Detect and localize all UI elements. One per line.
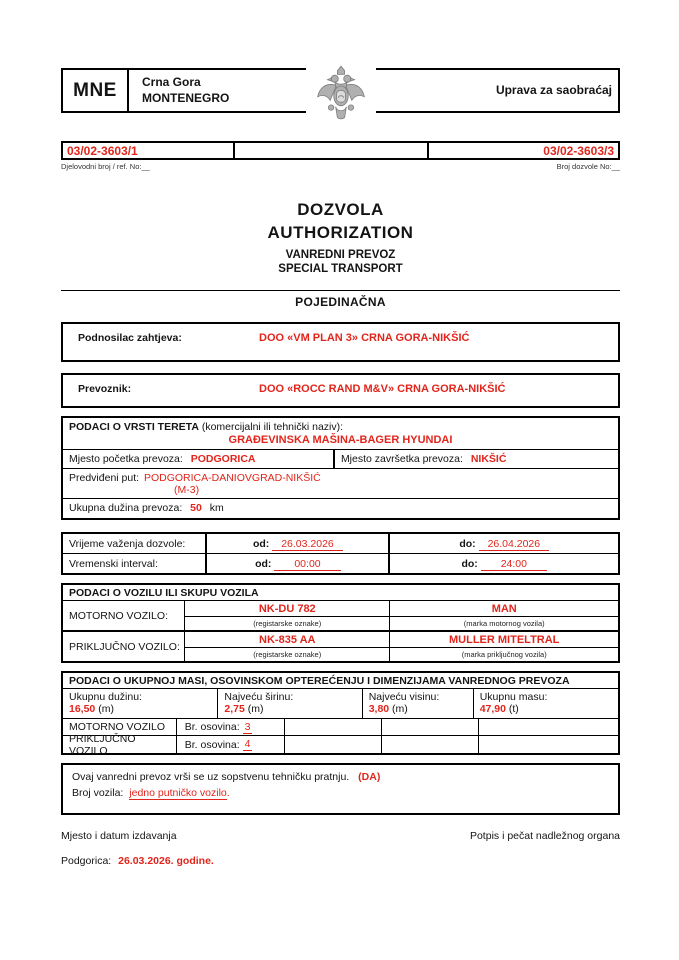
distance-value: 50 <box>190 502 202 514</box>
issue-place: Podgorica: <box>61 855 112 867</box>
carrier-label: Prevoznik: <box>78 383 132 395</box>
route-value-line2: (M-3) <box>174 484 200 496</box>
empty-cell <box>382 719 479 735</box>
reference-number-table <box>61 141 620 160</box>
transport-end <box>335 450 618 468</box>
max-height-cell <box>363 689 474 718</box>
trailer-vehicle-label: PRIKLJUČNO VOZILO: <box>63 632 185 661</box>
motor-axles-value: 3 <box>244 720 251 733</box>
applicant-section <box>61 322 620 362</box>
width-value: 2,75 <box>224 703 245 715</box>
permit-number-label: Broj dozvole No:__ <box>556 162 620 171</box>
motor-plate: NK-DU 782 <box>185 601 389 617</box>
cargo-places-row <box>63 450 618 469</box>
motor-plate-cell <box>185 601 390 630</box>
escort-count-label: Broj vozila: <box>72 786 124 799</box>
distance-unit: km <box>209 502 224 514</box>
height-label: Najveću visinu: <box>368 691 440 703</box>
motor-vehicle-row <box>63 601 618 632</box>
trailer-plate-cell <box>185 632 390 661</box>
document-header <box>61 68 620 113</box>
montenegro-coat-of-arms-icon <box>306 64 376 126</box>
from-label-2: od: <box>255 558 272 570</box>
footer-labels <box>61 830 620 842</box>
country-name-en: MONTENEGRO <box>142 90 230 105</box>
length-value: 16,50 <box>69 703 96 715</box>
subtitle-local: VANREDNI PREVOZ <box>285 249 396 261</box>
cargo-title-row <box>63 418 618 434</box>
permit-number: 03/02-3603/3 <box>543 143 614 158</box>
vehicle-section-title: PODACI O VOZILU ILI SKUPU VOZILA <box>63 585 618 601</box>
mass-value: 47,90 <box>479 703 506 715</box>
separator-line <box>61 290 620 291</box>
total-mass-cell <box>474 689 618 718</box>
motor-row-label: MOTORNO VOZILO <box>63 719 177 735</box>
trailer-row-label: PRIKLJUČNO VOZILO <box>63 736 177 753</box>
route-label: Predviđeni put: <box>69 472 140 484</box>
transport-start <box>63 450 335 468</box>
document-content <box>61 68 620 867</box>
trailer-brand-caption: (marka priključnog vozila) <box>461 650 547 659</box>
cargo-section-title: PODACI O VRSTI TERETA <box>69 421 199 433</box>
validity-period-row <box>63 534 618 554</box>
end-label: Mjesto završetka prevoza: <box>340 453 463 465</box>
trailer-brand: MULLER MITELTRAL <box>390 632 618 648</box>
axles-label: Br. osovina: <box>184 721 240 733</box>
trailer-axles-row <box>63 732 618 757</box>
applicant-label: Podnosilac zahtjeva: <box>78 332 182 344</box>
end-value: NIKŠIĆ <box>470 453 507 465</box>
vehicle-section <box>61 583 620 663</box>
carrier-section <box>61 373 620 408</box>
trailer-plate: NK-835 AA <box>185 632 389 648</box>
escort-count-period: . <box>226 786 230 799</box>
route-row <box>63 469 618 499</box>
mass-unit: (t) <box>505 703 519 715</box>
mass-label: Ukupnu masu: <box>479 691 548 703</box>
date-from: 26.03.2026 <box>272 538 343 551</box>
applicant-value: DOO «VM PLAN 3» CRNA GORA-NIKŠIĆ <box>259 332 470 344</box>
distance-row <box>63 499 618 518</box>
to-label-2: do: <box>461 558 478 570</box>
trailer-plate-caption: (registarske oznake) <box>253 650 322 659</box>
title-local: DOZVOLA <box>297 200 384 219</box>
start-value: PODGORICA <box>190 453 256 465</box>
escort-statement-value: (DA) <box>358 771 381 783</box>
ref-middle-cell <box>235 143 429 158</box>
height-value: 3,80 <box>368 703 390 715</box>
motor-brand-cell <box>390 601 618 630</box>
validity-period-label: Vrijeme važenja dozvole: <box>63 534 207 553</box>
motor-vehicle-label: MOTORNO VOZILO: <box>63 601 185 630</box>
authority-name: Uprava za saobraćaj <box>495 83 612 97</box>
country-name-local: Crna Gora <box>142 75 201 89</box>
max-width-cell <box>218 689 362 718</box>
country-code: MNE <box>63 70 129 111</box>
distance-label: Ukupna dužina prevoza: <box>69 502 183 514</box>
ref-number: 03/02-3603/1 <box>63 143 235 158</box>
motor-plate-caption: (registarske oznake) <box>253 619 322 628</box>
motor-axles-cell <box>177 719 285 735</box>
validity-from-cell <box>207 534 390 553</box>
axles-label-2: Br. osovina: <box>184 738 240 751</box>
motor-brand-caption: (marka motornog vozila) <box>463 619 545 628</box>
issue-place-label: Mjesto i datum izdavanja <box>61 830 177 842</box>
width-unit: (m) <box>244 703 264 715</box>
empty-cell <box>479 719 618 735</box>
trailer-brand-cell <box>390 632 618 661</box>
issue-date: 26.03.2026. godine. <box>118 855 214 867</box>
document-title <box>61 200 620 275</box>
dimensions-section-title: PODACI O UKUPNOJ MASI, OSOVINSKOM OPTEREĆENJU I DIMENZIJAMA VANREDNOG PREVOZA <box>63 673 618 689</box>
dimensions-section <box>61 671 620 755</box>
from-label: od: <box>252 538 270 550</box>
validity-section <box>61 532 620 575</box>
time-from: 00:00 <box>274 558 340 571</box>
cargo-title-suffix: (komercijalni ili tehnički naziv): <box>198 421 344 433</box>
permit-type: POJEDINAČNA <box>295 295 386 309</box>
cargo-section <box>61 416 620 520</box>
length-label: Ukupnu dužinu: <box>69 691 142 703</box>
to-label: do: <box>459 538 476 550</box>
ref-number-label: Djelovodni broj / ref. No:__ <box>61 162 150 171</box>
dimensions-values-row <box>63 689 618 719</box>
interval-label: Vremenski interval: <box>63 554 207 573</box>
escort-count-value: jedno putničko vozilo <box>129 786 227 799</box>
escort-statement: Ovaj vanredni prevoz vrši se uz sopstvenu tehničku pratnju. <box>72 771 350 783</box>
motor-brand: MAN <box>390 601 618 617</box>
interval-from-cell <box>207 554 390 573</box>
time-interval-row <box>63 554 618 573</box>
empty-cell <box>285 719 382 735</box>
validity-to-cell <box>390 534 618 553</box>
cargo-name: GRAĐEVINSKA MAŠINA-BAGER HYUNDAI <box>63 434 618 450</box>
escort-section <box>61 763 620 815</box>
interval-to-cell <box>390 554 618 573</box>
country-name <box>129 70 229 111</box>
trailer-vehicle-row <box>63 632 618 661</box>
length-unit: (m) <box>95 703 114 715</box>
width-label: Najveću širinu: <box>224 691 294 703</box>
issue-date-line <box>61 855 620 867</box>
height-unit: (m) <box>389 703 408 715</box>
date-to: 26.04.2026 <box>479 538 550 551</box>
start-label: Mjesto početka prevoza: <box>69 453 183 465</box>
time-to: 24:00 <box>481 558 547 571</box>
subtitle-en: SPECIAL TRANSPORT <box>278 263 403 275</box>
trailer-axles-value: 4 <box>244 738 251 750</box>
trailer-axles-cell <box>177 736 285 753</box>
empty-cell <box>285 736 382 753</box>
total-length-cell <box>63 689 218 718</box>
empty-cell <box>479 736 618 753</box>
carrier-value: DOO «ROCC RAND M&V» CRNA GORA-NIKŠIĆ <box>259 383 506 395</box>
route-value: PODGORICA-DANIOVGRAD-NIKŠIĆ <box>143 472 321 484</box>
reference-labels <box>61 162 620 171</box>
title-en: AUTHORIZATION <box>267 223 414 242</box>
signature-label: Potpis i pečat nadležnog organa <box>469 830 620 842</box>
empty-cell <box>382 736 479 753</box>
